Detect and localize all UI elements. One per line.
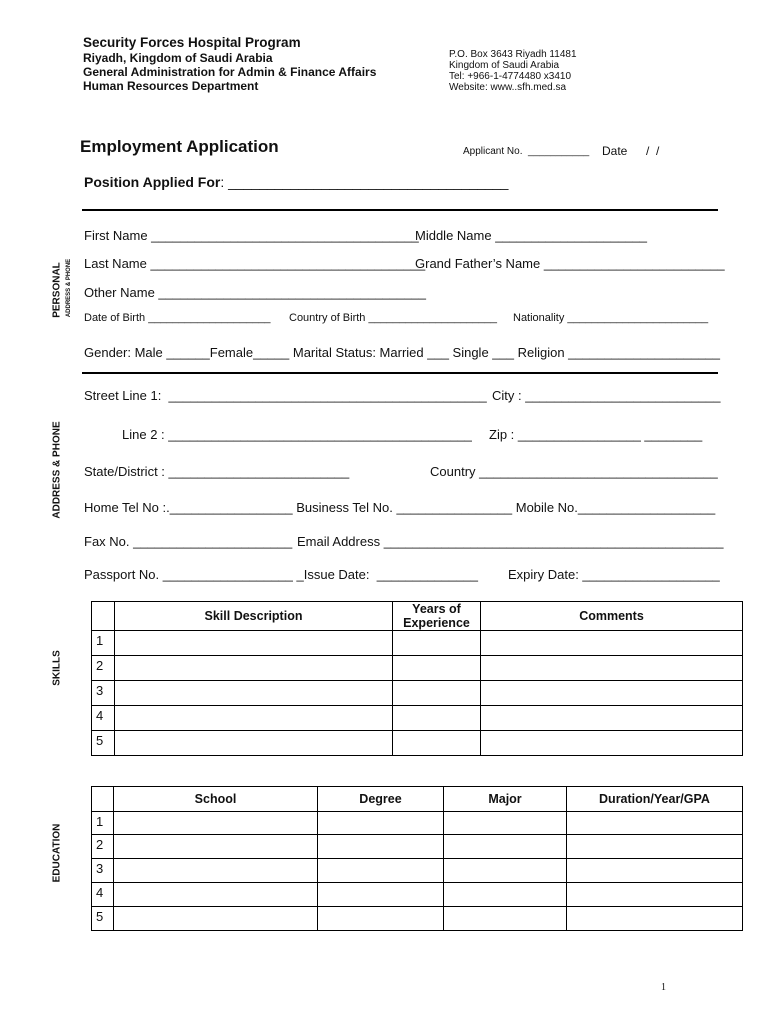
other-name-field[interactable]: Other Name _____________________________________ [84, 285, 426, 300]
row-number: 1 [92, 812, 114, 835]
section-divider-top [82, 209, 718, 211]
skills-header-comments: Comments [481, 602, 743, 631]
education-header-school: School [114, 787, 318, 812]
education-header-duration: Duration/Year/GPA [567, 787, 743, 812]
major-cell[interactable] [444, 907, 567, 931]
section-divider-personal [82, 372, 718, 374]
degree-cell[interactable] [318, 812, 444, 835]
major-cell[interactable] [444, 883, 567, 907]
table-row [92, 731, 743, 756]
org-administration: General Administration for Admin & Finance Affairs [83, 65, 377, 79]
comments-cell[interactable] [481, 706, 743, 731]
education-header-number [92, 787, 114, 812]
middle-name-field[interactable]: Middle Name _____________________ [415, 228, 648, 243]
education-header-row [92, 787, 743, 812]
comments-cell[interactable] [481, 681, 743, 706]
table-row [92, 706, 743, 731]
degree-cell[interactable] [318, 883, 444, 907]
first-name-field[interactable]: First Name _____________________________________ [84, 228, 419, 243]
last-name-field[interactable]: Last Name ______________________________________ [84, 256, 426, 271]
years-cell[interactable] [393, 731, 481, 756]
table-row [92, 907, 743, 931]
degree-cell[interactable] [318, 907, 444, 931]
duration-cell[interactable] [567, 835, 743, 859]
education-side-label: EDUCATION [51, 823, 63, 883]
grand-father-name-field[interactable]: Grand Father’s Name _________________________ [415, 256, 725, 271]
row-number: 1 [92, 631, 115, 656]
org-location: Riyadh, Kingdom of Saudi Arabia [83, 51, 273, 65]
personal-side-sublabel: ADDRESS & PHONE [66, 258, 72, 318]
major-cell[interactable] [444, 835, 567, 859]
phone-numbers-line[interactable]: Home Tel No :._________________ Business Tel No. ________________ Mobile No.___________________ [84, 500, 716, 515]
years-cell[interactable] [393, 656, 481, 681]
street-line-1-field[interactable]: Street Line 1: ____________________________________________ [84, 388, 487, 403]
row-number: 4 [92, 706, 115, 731]
skills-header-years: Years of Experience [393, 602, 481, 631]
address-side-label: ADDRESS & PHONE [51, 421, 63, 519]
education-header-major: Major [444, 787, 567, 812]
skill-description-cell[interactable] [115, 706, 393, 731]
row-number: 4 [92, 883, 114, 907]
school-cell[interactable] [114, 883, 318, 907]
comments-cell[interactable] [481, 631, 743, 656]
date-label: Date [602, 144, 628, 158]
po-box: P.O. Box 3643 Riyadh 11481 [449, 49, 577, 60]
duration-cell[interactable] [567, 907, 743, 931]
page-number: 1 [661, 982, 666, 993]
org-department: Human Resources Department [83, 79, 259, 93]
school-cell[interactable] [114, 907, 318, 931]
personal-side-label: PERSONAL [51, 262, 63, 318]
table-row [92, 681, 743, 706]
zip-field[interactable]: Zip : _________________ ________ [489, 427, 703, 442]
skills-header-number [92, 602, 115, 631]
duration-cell[interactable] [567, 883, 743, 907]
comments-cell[interactable] [481, 656, 743, 681]
skill-description-cell[interactable] [115, 731, 393, 756]
duration-cell[interactable] [567, 859, 743, 883]
expiry-date-field[interactable]: Expiry Date: ___________________ [508, 567, 720, 582]
table-row [92, 883, 743, 907]
row-number: 3 [92, 681, 115, 706]
line-2-field[interactable]: Line 2 : __________________________________________ [122, 427, 472, 442]
skill-description-cell[interactable] [115, 631, 393, 656]
row-number: 5 [92, 731, 115, 756]
major-cell[interactable] [444, 812, 567, 835]
school-cell[interactable] [114, 859, 318, 883]
gender-marital-religion-line[interactable]: Gender: Male ______Female_____ Marital Status: Married ___ Single ___ Religion _____________________ [84, 345, 721, 360]
nationality-field[interactable]: Nationality _______________________ [513, 312, 709, 324]
skills-header-description: Skill Description [115, 602, 393, 631]
country-of-birth-field[interactable]: Country of Birth _____________________ [289, 312, 497, 324]
passport-issue-line[interactable]: Passport No. __________________ _Issue Date: ______________ [84, 567, 478, 582]
country-field[interactable]: Country _________________________________ [430, 464, 718, 479]
email-field[interactable]: Email Address _______________________________________________ [297, 534, 724, 549]
skills-side-label: SKILLS [51, 650, 63, 686]
date-of-birth-field[interactable]: Date of Birth ____________________ [84, 312, 271, 324]
row-number: 5 [92, 907, 114, 931]
duration-cell[interactable] [567, 812, 743, 835]
date-field[interactable]: / / [646, 144, 660, 158]
skills-table [91, 601, 743, 756]
form-title: Employment Application [80, 137, 279, 156]
applicant-number-field[interactable]: Applicant No. ___________ [463, 146, 590, 157]
years-cell[interactable] [393, 706, 481, 731]
table-row [92, 859, 743, 883]
table-row [92, 656, 743, 681]
school-cell[interactable] [114, 812, 318, 835]
fax-field[interactable]: Fax No. ______________________ [84, 534, 293, 549]
years-cell[interactable] [393, 631, 481, 656]
skills-header-row [92, 602, 743, 631]
major-cell[interactable] [444, 859, 567, 883]
position-line: : ____________________________________ [220, 174, 509, 190]
degree-cell[interactable] [318, 835, 444, 859]
address-country: Kingdom of Saudi Arabia [449, 60, 560, 71]
org-name: Security Forces Hospital Program [83, 35, 301, 50]
position-applied-field[interactable] [84, 174, 508, 190]
skill-description-cell[interactable] [115, 681, 393, 706]
education-header-degree: Degree [318, 787, 444, 812]
table-row [92, 835, 743, 859]
city-field[interactable]: City : ___________________________ [492, 388, 721, 403]
years-cell[interactable] [393, 681, 481, 706]
table-row [92, 812, 743, 835]
row-number: 2 [92, 656, 115, 681]
skill-description-cell[interactable] [115, 656, 393, 681]
education-table [91, 786, 743, 931]
comments-cell[interactable] [481, 731, 743, 756]
position-label: Position Applied For [84, 174, 221, 190]
telephone: Tel: +966-1-4774480 x3410 [449, 71, 572, 82]
school-cell[interactable] [114, 835, 318, 859]
table-row [92, 631, 743, 656]
website: Website: www..sfh.med.sa [449, 82, 567, 93]
row-number: 2 [92, 835, 114, 859]
row-number: 3 [92, 859, 114, 883]
degree-cell[interactable] [318, 859, 444, 883]
state-district-field[interactable]: State/District : _________________________ [84, 464, 350, 479]
